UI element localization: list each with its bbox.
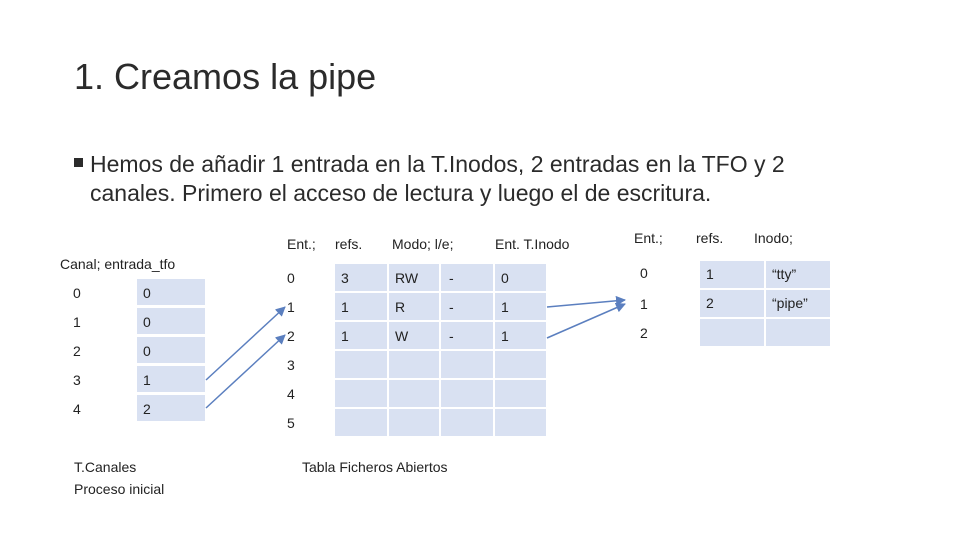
inodos-header-refs: refs. <box>696 230 724 246</box>
tfo-inodo-1: 1 <box>501 299 509 315</box>
tfo-index-0: 0 <box>287 270 295 286</box>
tfo-refs-0: 3 <box>341 270 349 286</box>
tfo-header-ent: Ent.; <box>287 236 316 252</box>
canales-tfo-0: 0 <box>143 285 151 301</box>
inodos-index-2: 2 <box>640 325 648 341</box>
arrow-canal3-to-tfo1 <box>206 307 285 380</box>
tfo-index-3: 3 <box>287 357 295 373</box>
inodos-header-inodo: Inodo; <box>754 230 793 246</box>
canales-canal-3: 3 <box>73 372 81 388</box>
arrow-canal4-to-tfo2 <box>206 335 285 408</box>
tfo-index-5: 5 <box>287 415 295 431</box>
tfo-caption: Tabla Ficheros Abiertos <box>302 459 448 475</box>
slide-title: 1. Creamos la pipe <box>74 56 377 97</box>
tfo-index-4: 4 <box>287 386 295 402</box>
arrow-tfo2-to-inodo1 <box>547 304 625 338</box>
canales-tfo-2: 0 <box>143 343 151 359</box>
canales-caption-subtitle: Proceso inicial <box>74 481 165 497</box>
bullet-text: Hemos de añadir 1 entrada en la T.Inodos, 2 entradas en la TFO y 2 canales. Primero el acceso de lectura y luego el de escritura. <box>90 151 785 206</box>
inodos-refs-1: 2 <box>706 295 714 311</box>
tfo-header-refs: refs. <box>335 236 363 252</box>
tfo-inodo-0: 0 <box>501 270 509 286</box>
tfo-header-inodo: Ent. T.Inodo <box>495 236 570 252</box>
tfo-index-1: 1 <box>287 299 295 315</box>
canales-caption-title: T.Canales <box>74 459 137 475</box>
tfo-refs-1: 1 <box>341 299 349 315</box>
canales-tfo-1: 0 <box>143 314 151 330</box>
canales-canal-2: 2 <box>73 343 81 359</box>
inodos-header-ent: Ent.; <box>634 230 663 246</box>
tfo-index-2: 2 <box>287 328 295 344</box>
tfo-inodo-2: 1 <box>501 328 509 344</box>
inodos-index-1: 1 <box>640 296 648 312</box>
inodos-name-1: “pipe” <box>772 295 808 311</box>
canales-header: Canal; entrada_tfo <box>60 256 176 272</box>
tfo-modo-1: R <box>395 299 406 315</box>
tfo-le-1: - <box>449 299 454 315</box>
tfo-header-modo: Modo; l/e; <box>392 236 454 252</box>
canales-canal-1: 1 <box>73 314 81 330</box>
tfo-le-0: - <box>449 270 454 286</box>
tfo-modo-2: W <box>395 328 409 344</box>
canales-tfo-3: 1 <box>143 372 151 388</box>
inodos-index-0: 0 <box>640 265 648 281</box>
inodos-refs-0: 1 <box>706 266 714 282</box>
arrow-tfo1-to-inodo1 <box>547 300 625 307</box>
tfo-refs-2: 1 <box>341 328 349 344</box>
canales-canal-0: 0 <box>73 285 81 301</box>
inodos-name-0: “tty” <box>772 266 797 282</box>
tfo-le-2: - <box>449 328 454 344</box>
canales-canal-4: 4 <box>73 401 81 417</box>
tfo-modo-0: RW <box>395 270 419 286</box>
canales-tfo-4: 2 <box>143 401 151 417</box>
